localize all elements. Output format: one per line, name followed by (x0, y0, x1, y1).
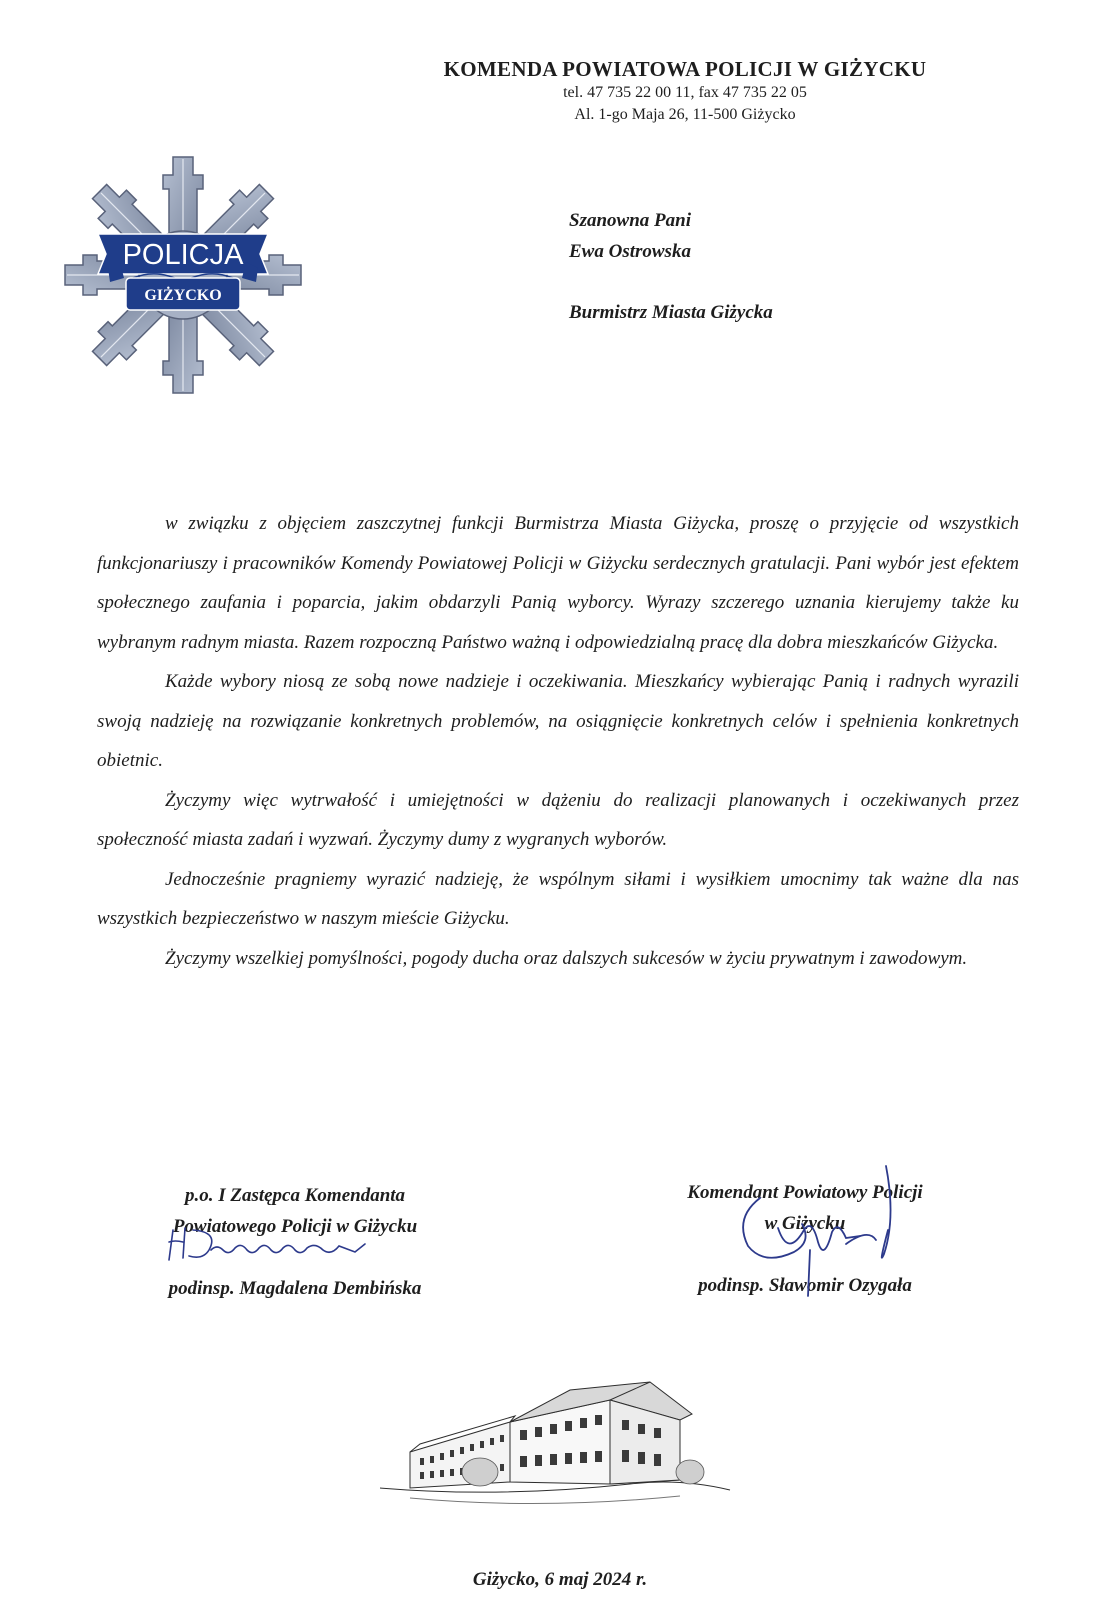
signatory-right-name: podinsp. Sławomir Ozygała (698, 1275, 912, 1296)
organization-name: KOMENDA POWIATOWA POLICJI W GIŻYCKU (443, 57, 927, 81)
letterhead (390, 56, 980, 126)
handwritten-signature-left (165, 1222, 375, 1264)
paragraph: w związku z objęciem zaszczytnej funkcji Burmistrza Miasta Giżycka, proszę o przyjęcie od wszystkich funkcjonariuszy i pracowników Komendy Powiatowej Policji w Giżycku serdecznych gratulacji. Pani wybór jest efektem społecznego zaufania i poparcia, jakim obdarzyli Panią wyborcy. Wyrazy szczerego uznania kierujemy także ku wybranym radnym miasta. Razem rozpoczną Państwo ważną i odpowiedzialną pracę dla dobra mieszkańców Giżycka. (97, 513, 1019, 653)
salutation: Szanowna Pani (569, 210, 691, 231)
paragraph: Jednocześnie pragniemy wyrazić nadzieję, że wspólnym siłami i wysiłkiem umocnimy tak ważne dla nas wszystkich bezpieczeństwo w naszym mieście Giżycku. (97, 868, 1019, 929)
emblem-top-text: POLICJA (122, 239, 244, 271)
signatory-left-name: podinsp. Magdalena Dembińska (168, 1278, 422, 1299)
handwritten-signature-right (728, 1158, 928, 1298)
recipient-block (569, 205, 773, 328)
police-star-emblem (58, 150, 308, 400)
police-building-illustration (380, 1380, 740, 1540)
star-rays (65, 157, 301, 393)
paragraph: Życzymy wszelkiej pomyślności, pogody ducha oraz dalszych sukcesów w życiu prywatnym i zawodowym. (165, 947, 968, 969)
address: Al. 1-go Maja 26, 11-500 Giżycko (574, 106, 796, 123)
phone-fax: tel. 47 735 22 00 11, fax 47 735 22 05 (563, 84, 807, 101)
paragraph: Życzymy więc wytrwałość i umiejętności w dążeniu do realizacji planowanych i oczekiwanych przez społeczność miasta zadań i wyzwań. Życzymy dumy z wygranych wyborów. (97, 789, 1019, 850)
signatory-left-unit: Powiatowego Policji w Giżycku (172, 1216, 418, 1237)
letter-body (97, 504, 1019, 978)
policja-banner (98, 234, 268, 274)
signatory-right-role: Komendant Powiatowy Policji (687, 1182, 923, 1203)
signatory-left-role: p.o. I Zastępca Komendanta (184, 1185, 406, 1206)
gizycko-banner (126, 278, 240, 310)
emblem-bottom-text: GIŻYCKO (144, 287, 222, 304)
signatory-right-unit: w Giżycku (764, 1213, 846, 1234)
recipient-name: Ewa Ostrowska (569, 241, 691, 262)
place-and-date: Giżycko, 6 maj 2024 r. (472, 1569, 648, 1590)
paragraph: Każde wybory niosą ze sobą nowe nadzieje i oczekiwania. Mieszkańcy wybierając Panią i radnych wyrazili swoją nadzieję na rozwiązanie konkretnych problemów, na osiągnięcie konkretnych celów i spełnienia konkretnych obietnic. (97, 671, 1019, 771)
recipient-title: Burmistrz Miasta Giżycka (569, 302, 773, 323)
